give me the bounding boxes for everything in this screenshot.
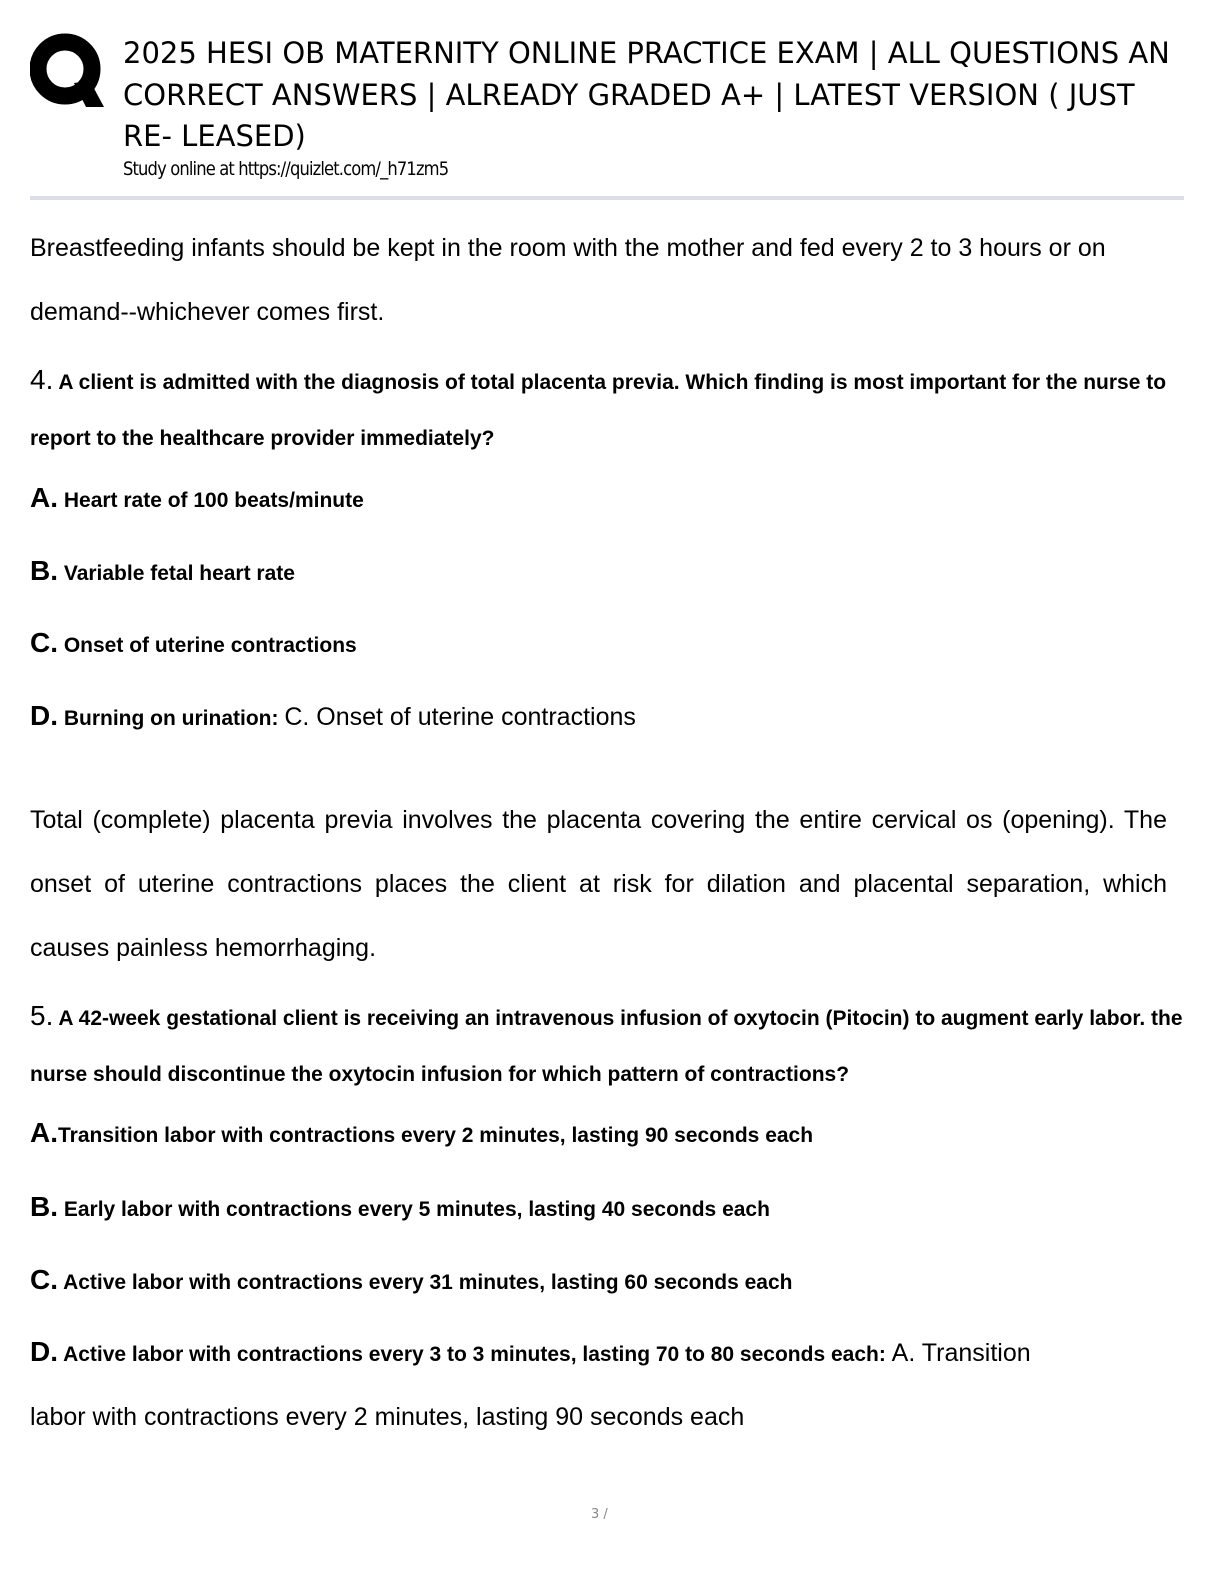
option-text: Variable fetal heart rate	[63, 562, 295, 585]
option-text: Burning on urination:	[63, 707, 279, 730]
question-5-number: 5.	[30, 1000, 54, 1031]
q4-option-c	[30, 628, 1190, 661]
q4-option-a	[30, 483, 1190, 516]
q4-option-d	[30, 701, 1190, 734]
option-letter: B.	[30, 1191, 58, 1222]
document-title: 2025 HESI OB MATERNITY ONLINE PRACTICE EXAM | ALL QUESTIONS AN CORRECT ANSWERS | ALREADY GRADED A+ | LATEST VERSION ( JUST RE- LEASED)	[123, 36, 1170, 153]
study-online-link-text: Study online at https://quizlet.com/_h71zm5	[123, 158, 449, 180]
intro-paragraph: Breastfeeding infants should be kept in the room with the mother and fed every 2 to 3 hours or on demand--whichever comes first.	[30, 234, 1106, 326]
q5-answer-part1: A. Transition	[891, 1339, 1031, 1367]
option-text: Active labor with contractions every 3 to 3 minutes, lasting 70 to 80 seconds each:	[63, 1343, 886, 1366]
page-number: 3 /	[591, 1507, 608, 1522]
option-letter: A.	[30, 1117, 58, 1148]
q4-explanation: Total (complete) placenta previa involves the placenta covering the entire cervical os (opening). The onset of uterine contractions places the client at risk for dilation and placental separation, which causes painless hemorrhaging.	[30, 806, 1167, 962]
q4-option-b	[30, 556, 1190, 589]
question-5-text: A 42-week gestational client is receiving an intravenous infusion of oxytocin (Pitocin) to augment early labor. the nurse should discontinue the oxytocin infusion for which pattern of contractions?	[30, 1007, 1183, 1086]
q5-option-a	[30, 1118, 1190, 1151]
quizlet-logo-icon	[30, 33, 104, 107]
question-4	[30, 352, 1190, 467]
header-divider	[30, 196, 1184, 200]
q5-option-d	[30, 1337, 1190, 1370]
option-text: Active labor with contractions every 31 minutes, lasting 60 seconds each	[63, 1271, 793, 1294]
option-text: Transition labor with contractions every 2 minutes, lasting 90 seconds each	[58, 1124, 814, 1147]
option-letter: B.	[30, 555, 58, 586]
q5-option-b	[30, 1192, 1190, 1225]
option-letter: D.	[30, 700, 58, 731]
question-5	[30, 988, 1190, 1103]
q4-answer: C. Onset of uterine contractions	[284, 703, 636, 731]
option-letter: C.	[30, 627, 58, 658]
option-letter: C.	[30, 1264, 58, 1295]
option-text: Heart rate of 100 beats/minute	[63, 489, 364, 512]
question-4-number: 4.	[30, 364, 54, 395]
option-letter: D.	[30, 1336, 58, 1367]
option-letter: A.	[30, 482, 58, 513]
question-4-text: A client is admitted with the diagnosis of total placenta previa. Which finding is most important for the nurse to report to the healthcare provider immediately?	[30, 371, 1167, 450]
q5-option-c	[30, 1265, 1190, 1298]
q5-answer-part2: labor with contractions every 2 minutes, lasting 90 seconds each	[30, 1403, 745, 1431]
option-text: Onset of uterine contractions	[63, 634, 357, 657]
option-text: Early labor with contractions every 5 minutes, lasting 40 seconds each	[63, 1198, 770, 1221]
